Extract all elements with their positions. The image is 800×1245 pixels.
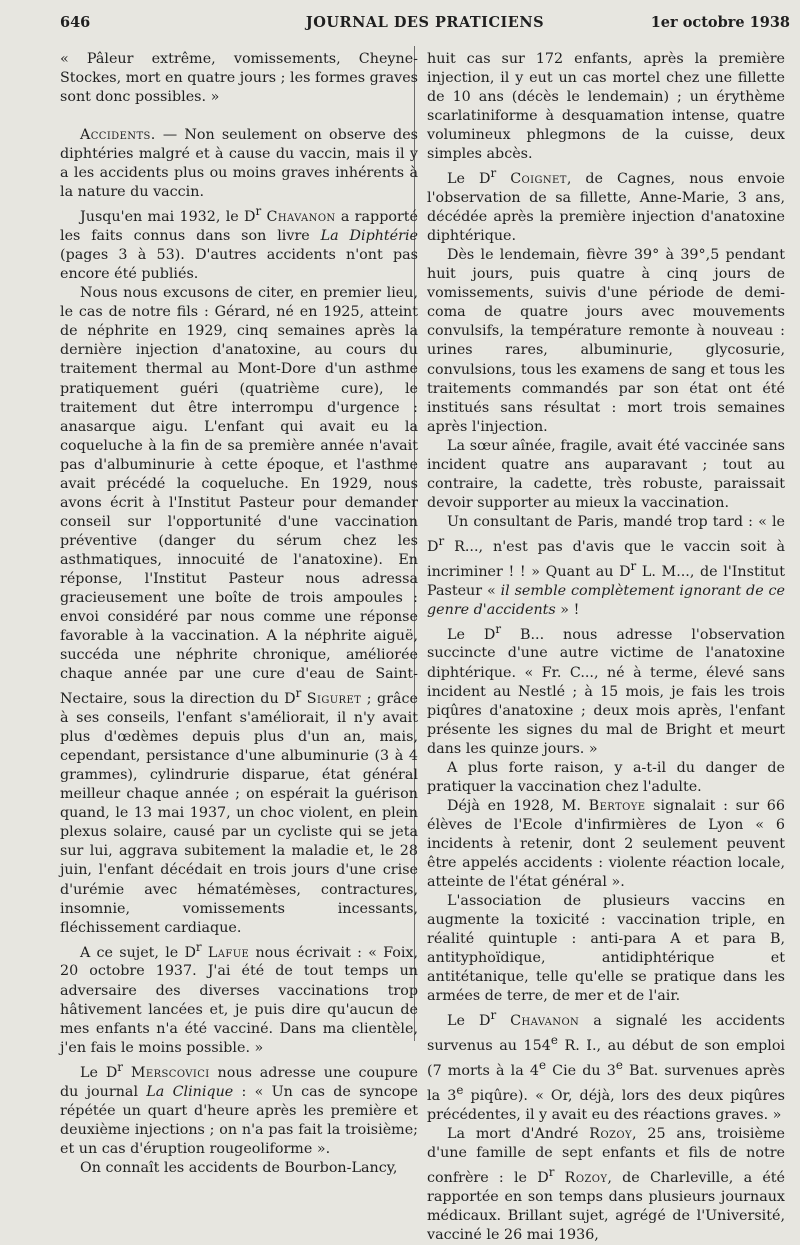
- paragraph: A ce sujet, le $D^r$ Lafue nous écrivait : « Foix, 20 octobre 1937. J'ai été de tout temps un adversaire des diverses vaccinations trop hâtivement lancées et, je puis dire qu'aucun de mes enfants n'a été vacciné. Dans ma clientèle, j'en fais le moins possible. »: [60, 939, 419, 1056]
- paragraph: Le $D^r$ Chavanon a signalé les accidents survenus au 154e R. I., au début de son emploi (7 morts à la 4e Cie du 3e Bat. survenues après la 3e piqûre). « Or, déjà, lors des deux piqûres précédentes, il y avait eu des réactions graves. »: [427, 1008, 786, 1123]
- journal-title: JOURNAL DES PRATICIENS: [305, 14, 545, 31]
- right-column: [427, 50, 785, 1245]
- page-header: [60, 14, 790, 38]
- paragraph: On connaît les accidents de Bourbon-Lancy,: [80, 1159, 398, 1176]
- paragraph: huit cas sur 172 enfants, après la première injection, il y eut un cas mortel chez une fillette de 10 ans (décès le lendemain) ; un érythème scarlatiniforme à desquamation intense, quatre volumineux phlegmons de la cuisse, deux simples abcès.: [427, 51, 785, 163]
- paragraph: Nous nous excusons de citer, en premier lieu, le cas de notre fils : Gérard, né en 1925, atteint de néphrite en 1929, cinq semaines après la dernière injection d'anatoxine, au cours du traitement thermal au Mont-Dore d'un asthme pratiquement guéri (quatrième cure), le traitement dut être interrompu d'urgence : anasarque aigu. L'enfant qui avait eu la coqueluche à la fin de sa première année n'avait pas d'albuminurie à cette époque, et l'asthme avait précédé la coqueluche. En 1929, nous avons écrit à l'Institut Pasteur pour demander conseil sur l'opportunité d'une vaccination préventive (danger du sérum chez les asthmatiques, innocuité de l'anatoxine). En réponse, l'Institut Pasteur nous adressa gracieusement une boîte de trois ampoules : envoi considéré par nous comme une réponse favorable à la vaccination. A la néphrite aiguë, succéda une néphrite chronique, améliorée chaque année par une cure d'eau de Saint-Nectaire, sous la direction du $D^r$ Siguret ; grâce à ses conseils, l'enfant s'améliorait, il n'y avait plus d'œdèmes depuis plus d'un an, mais, cependant, persistance d'une albuminurie (3 à 4 grammes), cylindrurie disparue, état général meilleur chaque année ; on espérait la guérison quand, le 13 mai 1937, un choc violent, en plein plexus solaire, causé par un cycliste qui se jeta sur lui, aggrava subitement la maladie et, le 28 juin, l'enfant décédait en trois jours d'une crise d'urémie avec hématémèses, contractures, insomnie, vomissements incessants, fléchissement cardiaque.: [60, 285, 419, 936]
- paragraph: Dès le lendemain, fièvre 39° à 39°,5 pendant huit jours, puis quatre à cinq jours de vomissements, suivis d'une période de demi-coma de quatre jours avec mouvements convulsifs, la température remonte à nouveau : urines rares, albuminurie, glycosurie, convulsions, tous les examens de sang et tous les traitements commandés par son état ont été institués sans résultat : mort trois semaines après l'injection.: [427, 247, 785, 435]
- section-heading: Accidents.: [80, 127, 156, 144]
- paragraph: Le $D^r$ Merscovici nous adresse une coupure du journal La Clinique : « Un cas de syncope répétée un quart d'heure après les première et deuxième injections ; on n'a pas fait la troisième; et un cas d'éruption rougeoliforme ».: [60, 1059, 419, 1157]
- paragraph: L'association de plusieurs vaccins en augmente la toxicité : vaccination triple, en réalité quintuple : anti-para A et para B, antityphoïdique, antidiphtérique et antitétanique, telle qu'elle se pratique dans les armées de terre, de mer et de l'air.: [427, 893, 785, 1005]
- issue-date: 1er octobre 1938: [650, 14, 790, 31]
- paragraph: Le $D^r$ Coignet, de Cagnes, nous envoie l'observation de sa fillette, Anne-Marie, 3 ans, décédée après la première injection d'anatoxine diphtérique.: [427, 166, 786, 245]
- paragraph: Accidents. — Non seulement on observe des diphtéries malgré et à cause du vaccin, mais il y a les accidents plus ou moins graves inhérents à la nature du vaccin.: [60, 127, 418, 201]
- paragraph: La sœur aînée, fragile, avait été vaccinée sans incident quatre ans auparavant ; tout au contraire, la cadette, très robuste, paraissait devoir supporter au mieux la vaccination.: [427, 437, 785, 511]
- paragraph: La mort d'André Rozoy, 25 ans, troisième d'une famille de sept enfants et fils de notre confrère : le $D^r$ Rozoy, de Charleville, a été rapportée en son temps dans plusieurs journaux médicaux. Brillant sujet, agrégé de l'Université, vacciné le 26 mai 1936,: [427, 1125, 785, 1243]
- paragraph: Le $D^r$ B... nous adresse l'observation succincte d'une autre victime de l'anatoxine diphtérique. « Fr. C..., né à terme, élevé sans incident au Nestlé ; à 15 mois, je fais les trois piqûres d'anatoxine ; deux mois après, l'enfant présente les signes du mal de Bright et meurt dans les quinze jours. »: [427, 621, 785, 757]
- paragraph: « Pâleur extrême, vomissements, Cheyne-Stockes, mort en quatre jours ; les formes graves sont donc possibles. »: [60, 51, 418, 106]
- page-number: 646: [60, 14, 91, 31]
- paragraph: Déjà en 1928, M. Bertoye signalait : sur 66 élèves de l'Ecole d'infirmières de Lyon « 6 incidents à retenir, dont 2 seulement peuvent être appelés accidents : violente réaction locale, atteinte de l'état général ».: [427, 797, 785, 891]
- paragraph: A plus forte raison, y a-t-il du danger de pratiquer la vaccination chez l'adulte.: [427, 759, 785, 795]
- left-column: [60, 50, 418, 1178]
- paragraph: Un consultant de Paris, mandé trop tard : « le $D^r$ R..., n'est pas d'avis que le vaccin soit à incriminer ! ! » Quant au $D^r$ L. M..., de l'Institut Pasteur « il semble complètement ignorant de ce genre d'accidents » !: [427, 513, 785, 618]
- paragraph: Jusqu'en mai 1932, le $D^r$ Chavanon a rapporté les faits connus dans son livre La Diphtérie (pages 3 à 53). D'autres accidents n'ont pas encore été publiés.: [60, 204, 418, 283]
